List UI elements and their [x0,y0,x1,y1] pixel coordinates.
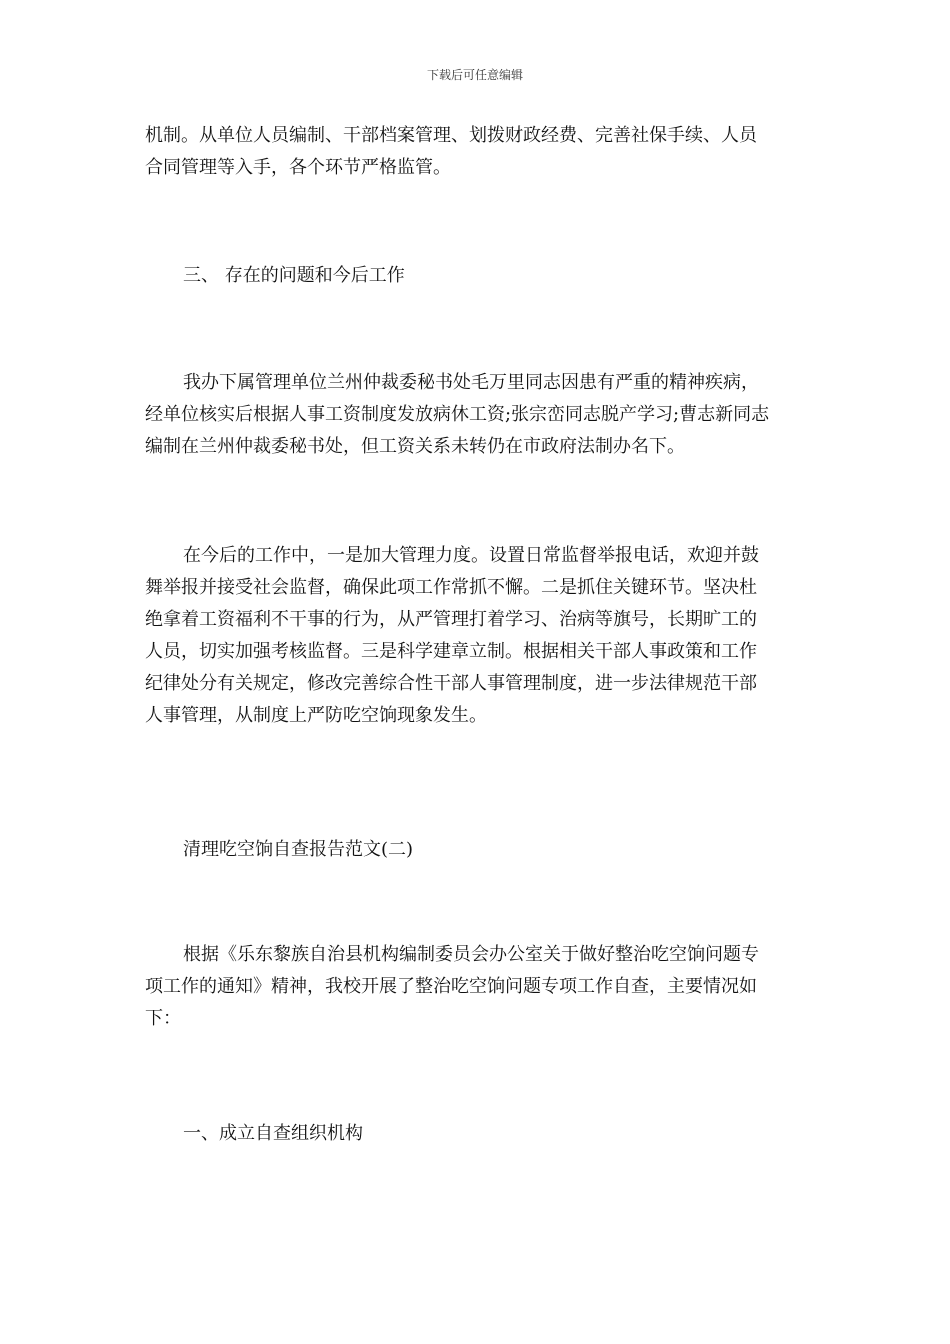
heading-text: 一、成立自查组织机构 [183,1123,363,1144]
section-title-report-two [145,834,809,866]
text-line: 纪律处分有关规定，修改完善综合性干部人事管理制度，进一步法律规范干部 [145,673,757,694]
paragraph-future-work [145,540,809,732]
text-line: 我办下属管理单位兰州仲裁委秘书处毛万里同志因患有严重的精神疾病， [183,372,759,393]
section-heading-organization [145,1118,809,1150]
text-line: 机制。从单位人员编制、干部档案管理、划拨财政经费、完善社保手续、人员 [145,125,757,146]
text-line: 合同管理等入手，各个环节严格监管。 [145,157,451,178]
paragraph-continuation [145,120,809,184]
text-line: 绝拿着工资福利不干事的行为，从严管理打着学习、治病等旗号，长期旷工的 [145,609,757,630]
page-header: 下载后可任意编辑 [426,68,523,82]
text-line: 编制在兰州仲裁委秘书处，但工资关系未转仍在市政府法制办名下。 [145,436,685,457]
text-line: 下： [145,1008,181,1029]
text-line: 根据《乐东黎族自治县机构编制委员会办公室关于做好整治吃空饷问题专 [183,944,759,965]
section-heading-issues [145,260,809,292]
text-line: 人员，切实加强考核监督。三是科学建章立制。根据相关干部人事政策和工作 [145,641,757,662]
text-line: 经单位核实后根据人事工资制度发放病休工资;张宗峦同志脱产学习;曹志新同志 [145,404,770,425]
title-text: 清理吃空饷自查报告范文(二) [183,839,414,860]
text-line: 项工作的通知》精神，我校开展了整治吃空饷问题专项工作自查，主要情况如 [145,976,757,997]
heading-text: 三、 存在的问题和今后工作 [183,265,405,286]
paragraph-staff-cases [145,367,809,463]
text-line: 人事管理，从制度上严防吃空饷现象发生。 [145,705,487,726]
text-line: 在今后的工作中，一是加大管理力度。设置日常监督举报电话，欢迎并鼓 [183,545,759,566]
text-line: 舞举报并接受社会监督，确保此项工作常抓不懈。二是抓住关键环节。坚决杜 [145,577,757,598]
paragraph-notice [145,939,809,1035]
